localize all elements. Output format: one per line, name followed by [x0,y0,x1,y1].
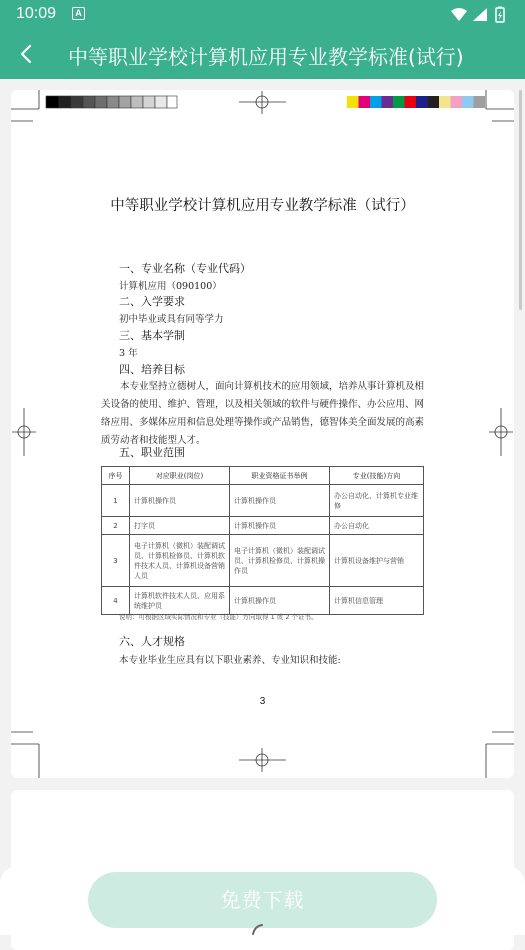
table-cell: 计算机信息管理 [330,587,424,615]
color-swatch [439,96,451,108]
table-cell: 办公自动化、计算机专业维修 [330,485,424,517]
color-swatch [416,96,428,108]
signal-icon [473,8,487,21]
table-cell: 计算机操作员 [230,517,330,535]
registration-mark-top [239,91,286,114]
table-cell: 2 [102,517,130,535]
section-heading: 三、基本学制 [119,329,185,342]
table-cell: 计算机设备维护与营销 [330,535,424,587]
grayscale-bar [46,96,177,108]
loading-spinner-icon [250,923,270,935]
status-icons [449,6,513,24]
table-cell: 计算机软件技术人员、应用系统维护员 [130,587,230,615]
color-swatch [347,96,359,108]
section-content: 初中毕业或具有同等学力 [119,314,224,325]
notification-a-icon: A [72,7,85,20]
section-content: 3 年 [119,348,138,359]
paragraph-line: 质劳动者和技能型人才。 [101,435,206,446]
battery-icon [496,7,504,23]
page-title: 中等职业学校计算机应用专业教学标准(试行) [68,45,464,69]
table-header: 序号 [102,467,130,485]
section-heading: 五、职业范围 [119,446,185,459]
section-heading: 一、专业名称（专业代码） [119,262,251,275]
color-swatch [474,96,486,108]
color-swatch [405,96,417,108]
table-row [102,535,424,587]
section-content: 计算机应用（090100） [119,281,222,292]
table-header: 对应职业(岗位) [130,467,230,485]
table-header-row [102,467,424,485]
registration-mark-right [489,408,513,456]
section-heading: 六、人才规格 [119,635,185,648]
table-cell: 3 [102,535,130,587]
table-row [102,485,424,517]
registration-mark-left [12,408,36,456]
scrollbar[interactable] [519,90,522,310]
table-cell: 电子计算机（微机）装配调试员、计算机检修员、计算机软件技术人员、计算机设备营销人员 [130,535,230,587]
color-swatch [382,96,394,108]
status-bar [0,0,525,30]
color-swatch [462,96,474,108]
table-cell: 1 [102,485,130,517]
free-download-button[interactable]: 免费下载 [88,872,437,928]
paragraph-line: 关设备的使用、维护、管理，以及相关领域的软件与硬件操作、办公应用、网 [101,399,425,410]
document-page[interactable] [11,90,514,778]
back-arrow-icon[interactable] [10,37,44,71]
table-cell: 电子计算机（微机）装配调试员、计算机检修员、计算机操作员 [230,535,330,587]
paragraph-line: 本专业坚持立德树人，面向计算机技术的应用领域，培养从事计算机及相 [120,381,425,392]
document-title: 中等职业学校计算机应用专业教学标准（试行） [110,198,415,214]
career-table [101,466,424,615]
registration-mark-bottom [239,748,286,772]
paragraph-line: 络应用、多媒体应用和信息处理等操作或产品销售，德智体美全面发展的高素 [101,417,425,428]
table-header: 职业资格证书举例 [230,467,330,485]
color-swatch [359,96,371,108]
section-content: 本专业毕业生应具有以下职业素养、专业知识和技能: [119,655,341,666]
table-cell: 计算机操作员 [230,485,330,517]
table-note: 说明：可根据区域实际情况和专业（技能）方向取得 1 或 2 个证书。 [119,613,318,621]
section-heading: 二、入学要求 [119,295,185,308]
table-cell: 4 [102,587,130,615]
table-row [102,587,424,615]
color-swatch [370,96,382,108]
color-swatch [428,96,440,108]
table-cell: 打字员 [130,517,230,535]
training-goal-paragraph [101,378,426,450]
app-bar [0,30,525,79]
table-cell: 计算机操作员 [130,485,230,517]
page-number: 3 [259,696,266,707]
table-row [102,517,424,535]
section-heading: 四、培养目标 [119,363,185,376]
wifi-icon [451,8,467,21]
table-header: 专业(技能)方向 [330,467,424,485]
status-time: 10:09 [16,5,57,22]
color-swatch [451,96,463,108]
color-swatch [393,96,405,108]
color-bar [347,96,485,108]
table-cell: 计算机操作员 [230,587,330,615]
table-cell: 办公自动化 [330,517,424,535]
